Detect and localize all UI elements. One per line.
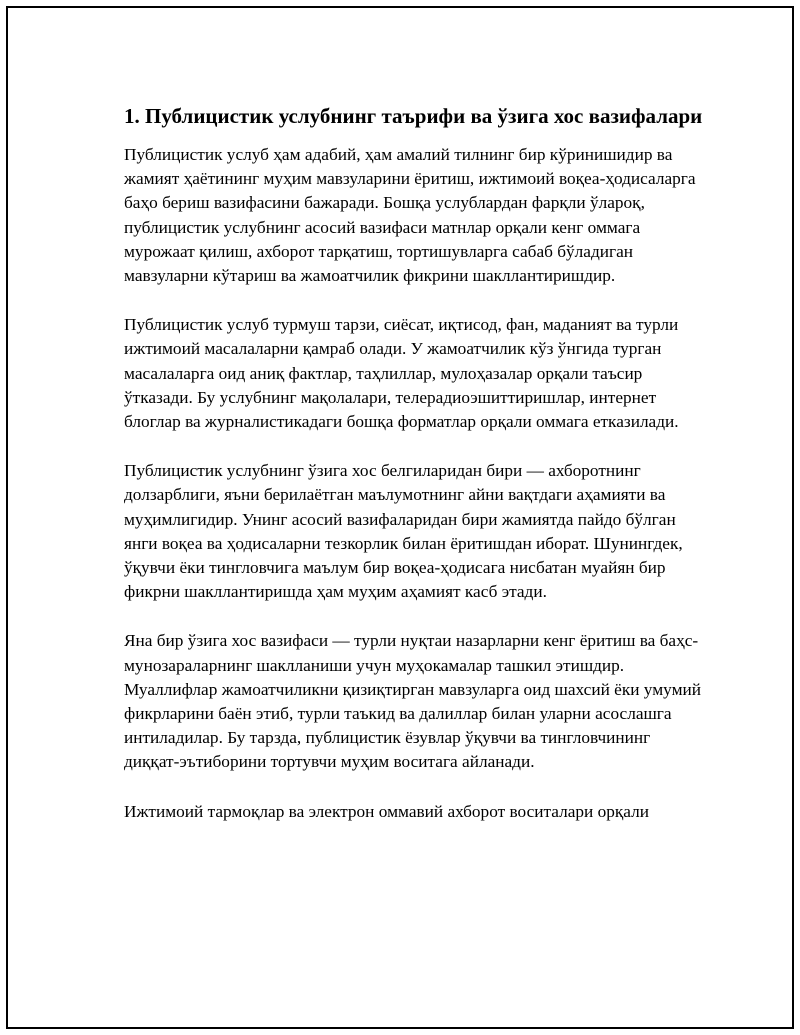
section-heading: 1. Публицистик услубнинг таърифи ва ўзига хос вазифалари (124, 104, 703, 128)
paragraph-4: Яна бир ўзига хос вазифаси — турли нуқтаи назарларни кенг ёритиш ва баҳс-мунозараларнинг шаклланиши учун муҳокамалар ташкил этишдир. Муаллифлар жамоатчиликни қизиқтирган мавзуларга оид шахсий ёки умумий фикрларини баён этиб, турли таъкид ва далиллар билан уларни асослашга интиладилар. Бу тарзда, публицистик ёзувлар ўқувчи ва тингловчининг диққат-эътиборини тортувчи муҳим воситага айланади. (124, 631, 701, 772)
paragraph-1: Публицистик услуб ҳам адабий, ҳам амалий тилнинг бир кўринишидир ва жамият ҳаётининг муҳим мавзуларини ёритиш, ижтимоий воқеа-ҳодисаларга баҳо бериш вазифасини бажаради. Бошқа услублардан фарқли ўлароқ, публицистик услубнинг асосий вазифаси матнлар орқали кенг оммага мурожаат қилиш, ахборот тарқатиш, тортишувларга сабаб бўладиган мавзуларни кўтариш ва жамоатчилик фикрини шакллантиришдир. (124, 145, 696, 286)
document-body (124, 102, 704, 849)
paragraph-3: Публицистик услубнинг ўзига хос белгиларидан бири — ахборотнинг долзарблиги, яъни берилаётган маълумотнинг айни вақтдаги аҳамияти ва муҳимлигидир. Унинг асосий вазифаларидан бири жамиятда пайдо бўлган янги воқеа ва ҳодисаларни тезкорлик билан ёритишдан иборат. Шунингдек, ўқувчи ёки тингловчига маълум бир воқеа-ҳодисага нисбатан муайян бир фикрни шакллантиришда ҳам муҳим аҳамият касб этади. (124, 461, 683, 602)
paragraph-5: Ижтимоий тармоқлар ва электрон оммавий ахборот воситалари орқали (124, 801, 649, 821)
document-page (6, 6, 794, 1029)
paragraph-2: Публицистик услуб турмуш тарзи, сиёсат, иқтисод, фан, маданият ва турли ижтимоий масалаларни қамраб олади. У жамоатчилик кўз ўнгида турган масалаларга оид аниқ фактлар, таҳлиллар, мулоҳазалар орқали таъсир ўтказади. Бу услубнинг мақолалари, телерадиоэшиттиришлар, интернет блоглар ва журналистикадаги бошқа форматлар орқали оммага етказилади. (124, 315, 679, 432)
